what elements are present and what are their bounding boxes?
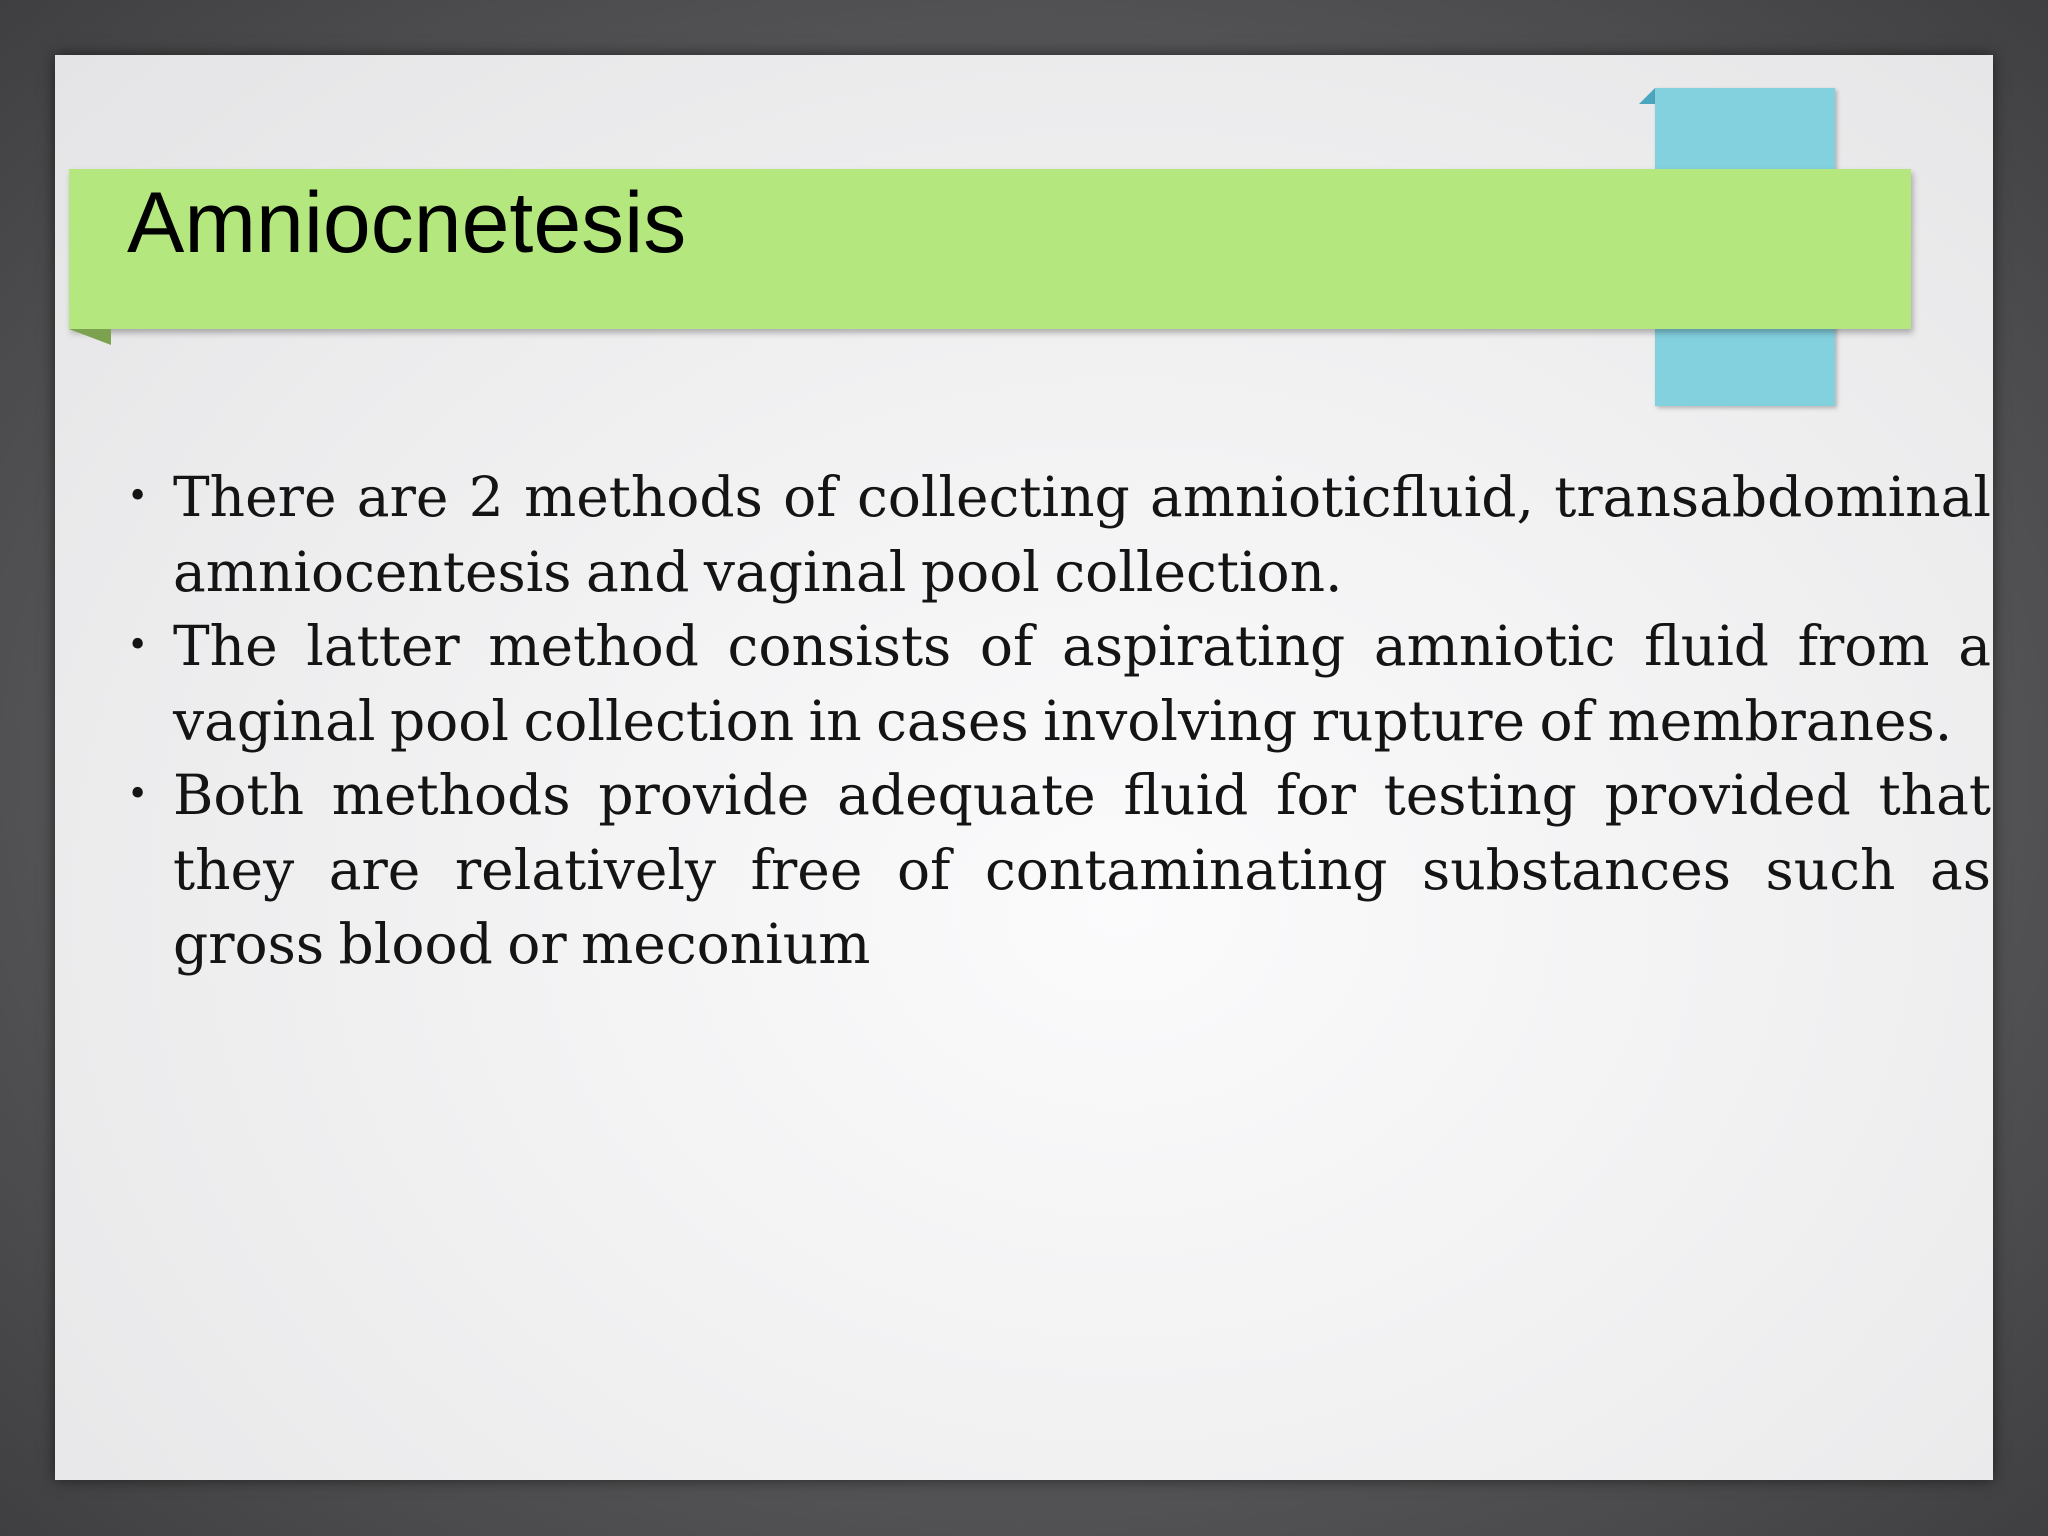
title-bar-fold [69, 329, 111, 345]
list-item [125, 758, 1991, 982]
bullet-text: Both methods provide adequate fluid for testing provided that they are relatively free of contaminating substances such as gross blood or meconium [173, 763, 1991, 976]
bullet-icon: • [127, 476, 149, 517]
bullet-list [125, 460, 1991, 982]
list-item [125, 460, 1991, 609]
bullet-icon: • [127, 625, 149, 666]
slide [55, 55, 1993, 1480]
accent-tab-fold [1639, 88, 1655, 104]
bullet-icon: • [127, 774, 149, 815]
bullet-text: The latter method consists of aspirating amniotic fluid from a vaginal pool collection in cases involving rupture of membranes. [173, 614, 1991, 753]
bullet-text: There are 2 methods of collecting amnioticfluid, transabdominal amniocentesis and vaginal pool collection. [173, 465, 1991, 604]
slide-title: Amniocnetesis [127, 175, 687, 271]
list-item [125, 609, 1991, 758]
